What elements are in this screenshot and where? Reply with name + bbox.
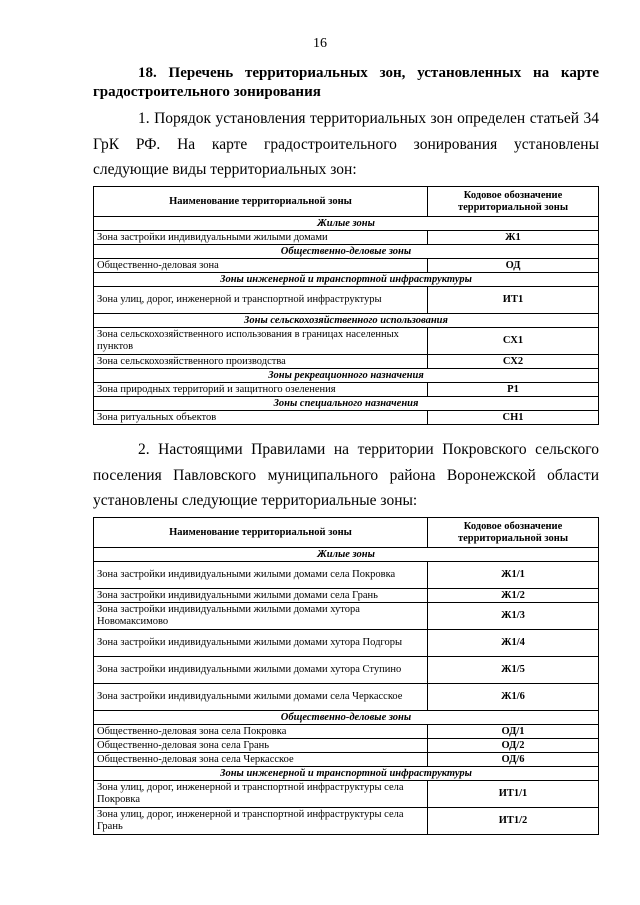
zone-name-cell: Зона застройки индивидуальными жилыми домами [94,231,428,245]
zone-name-cell: Зона застройки индивидуальными жилыми домами хутора Ступино [94,657,428,684]
zone-name-cell: Зона застройки индивидуальными жилыми домами хутора Новомаксимово [94,603,428,630]
table-row [94,231,599,245]
zone-code-cell: Ж1/2 [428,589,599,603]
table-row [94,589,599,603]
section-heading: 18. Перечень территориальных зон, установленных на карте градостроительного зонирования [93,65,599,100]
table-row [94,657,599,684]
zone-group-title: Жилые зоны [94,548,599,562]
table-row [94,808,599,835]
zone-group-row [94,548,599,562]
zone-name-cell: Общественно-деловая зона села Покровка [94,725,428,739]
table-row [94,328,599,355]
zone-name-cell: Зона улиц, дорог, инженерной и транспортной инфраструктуры села Покровка [94,781,428,808]
table-row [94,259,599,273]
zone-code-cell: Ж1 [428,231,599,245]
zone-code-cell: ОД [428,259,599,273]
table-header-row [94,187,599,217]
header-zone-code: Кодовое обозначение территориальной зоны [428,187,599,217]
zone-group-row [94,245,599,259]
zone-name-cell: Зона застройки индивидуальными жилыми домами села Черкасское [94,684,428,711]
zone-name-cell: Общественно-деловая зона села Грань [94,739,428,753]
zone-name-cell: Зона улиц, дорог, инженерной и транспортной инфраструктуры села Грань [94,808,428,835]
zone-group-title: Общественно-деловые зоны [94,245,599,259]
zone-code-cell: ИТ1/2 [428,808,599,835]
zone-code-cell: ИТ1/1 [428,781,599,808]
table-header-row [94,518,599,548]
paragraph-2: 2. Настоящими Правилами на территории Покровского сельского поселения Павловского муниципального района Воронежской области установлены следующие территориальные зоны: [93,441,599,509]
zone-code-cell: ОД/1 [428,725,599,739]
zone-group-title: Жилые зоны [94,217,599,231]
zone-group-row [94,369,599,383]
zone-code-cell: ОД/2 [428,739,599,753]
table-row [94,603,599,630]
header-zone-code: Кодовое обозначение территориальной зоны [428,518,599,548]
zone-name-cell: Зона сельскохозяйственного производства [94,355,428,369]
zone-group-row [94,767,599,781]
table-row [94,411,599,425]
zone-code-cell: СН1 [428,411,599,425]
zone-name-cell: Зона сельскохозяйственного использования в границах населенных пунктов [94,328,428,355]
header-zone-name: Наименование территориальной зоны [94,187,428,217]
zone-name-cell: Зона застройки индивидуальными жилыми домами села Грань [94,589,428,603]
zone-name-cell: Зона застройки индивидуальными жилыми домами села Покровка [94,562,428,589]
zone-code-cell: Ж1/1 [428,562,599,589]
table-row [94,383,599,397]
table-row [94,725,599,739]
zone-name-cell: Зона застройки индивидуальными жилыми домами хутора Подгоры [94,630,428,657]
zone-group-row [94,397,599,411]
zone-code-cell: Ж1/5 [428,657,599,684]
zone-group-row [94,273,599,287]
zone-name-cell: Зона улиц, дорог, инженерной и транспортной инфраструктуры [94,287,428,314]
zones-table-2 [93,517,599,835]
zone-name-cell: Зона природных территорий и защитного озеленения [94,383,428,397]
zones-table-1 [93,186,599,425]
zone-code-cell: Р1 [428,383,599,397]
header-zone-name: Наименование территориальной зоны [94,518,428,548]
zone-group-row [94,314,599,328]
zone-group-title: Зоны сельскохозяйственного использования [94,314,599,328]
table-row [94,753,599,767]
zone-code-cell: Ж1/6 [428,684,599,711]
zone-name-cell: Общественно-деловая зона села Черкасское [94,753,428,767]
zone-code-cell: Ж1/3 [428,603,599,630]
table-row [94,287,599,314]
zone-name-cell: Общественно-деловая зона [94,259,428,273]
zone-group-title: Зоны инженерной и транспортной инфраструктуры [94,767,599,781]
zone-name-cell: Зона ритуальных объектов [94,411,428,425]
table-row [94,739,599,753]
zone-code-cell: Ж1/4 [428,630,599,657]
table-row [94,630,599,657]
zone-group-title: Зоны рекреационного назначения [94,369,599,383]
zone-group-row [94,217,599,231]
table-row [94,684,599,711]
paragraph-1: 1. Порядок установления территориальных зон определен статьей 34 ГрК РФ. На карте градостроительного зонирования установлены следующие виды территориальных зон: [93,110,599,178]
zone-code-cell: ИТ1 [428,287,599,314]
table-row [94,781,599,808]
table-row [94,562,599,589]
table-row [94,355,599,369]
zone-group-row [94,711,599,725]
page-number: 16 [313,36,327,51]
zone-code-cell: СХ2 [428,355,599,369]
zone-group-title: Общественно-деловые зоны [94,711,599,725]
zone-group-title: Зоны специального назначения [94,397,599,411]
zone-code-cell: СХ1 [428,328,599,355]
zone-code-cell: ОД/6 [428,753,599,767]
zone-group-title: Зоны инженерной и транспортной инфраструктуры [94,273,599,287]
